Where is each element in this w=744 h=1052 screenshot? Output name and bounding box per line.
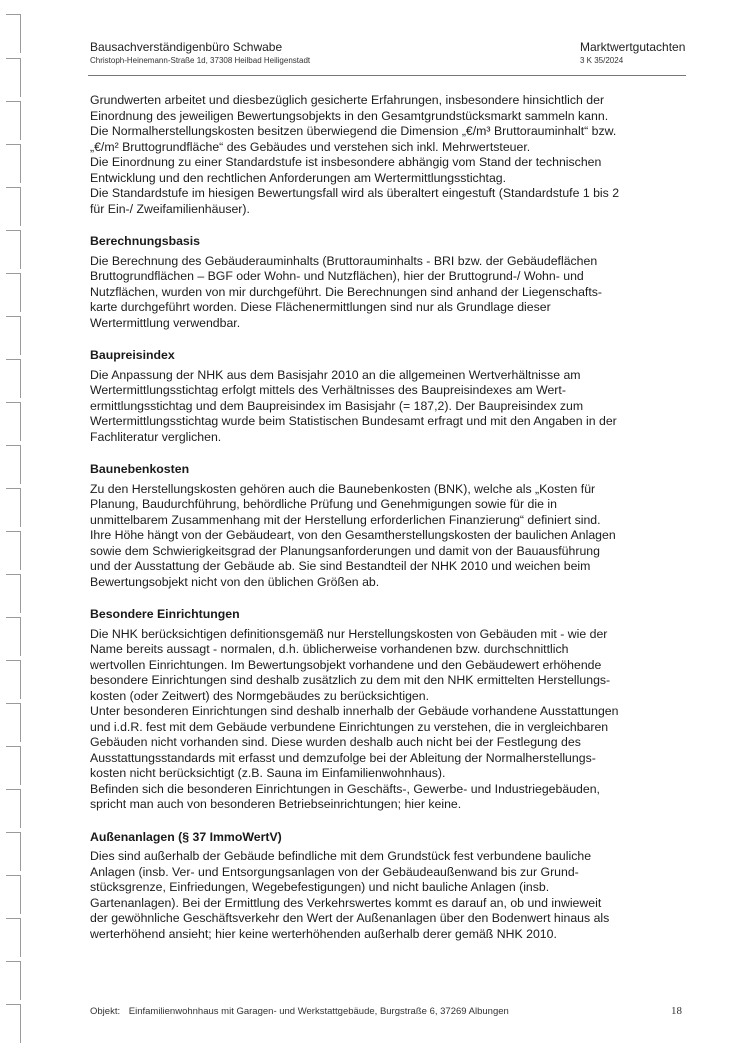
page-footer xyxy=(90,1006,686,1018)
text-line: Befinden sich die besonderen Einrichtungen in Geschäfts-, Gewerbe- und Industriegebäuden, xyxy=(90,781,600,796)
document-body xyxy=(90,93,690,942)
text-line: Grundwerten arbeitet und diesbezüglich gesicherte Erfahrungen, insbesondere hinsichtlich der xyxy=(90,93,605,107)
text-line: karte durchgeführt worden. Diese Flächenermittlungen sind nur als Grundlage dieser xyxy=(90,300,551,314)
office-name: Bausachverständigenbüro Schwabe xyxy=(90,40,283,54)
text-line: Wertermittlung verwendbar. xyxy=(90,315,241,330)
text-line: Ausstattungsstandards mit erfasst und demzufolge bei der Ableitung der Normalherstellungs- xyxy=(90,750,596,765)
text-line: für Ein-/ Zweifamilienhäuser). xyxy=(90,201,250,216)
text-line: Gartenanlagen). Bei der Ermittlung des Verkehrswertes kommt es darauf an, ob und inwieweit xyxy=(90,895,602,910)
header-divider xyxy=(88,75,686,76)
text-line: Die Standardstufe im hiesigen Bewertungsfall wird als überaltert eingestuft (Standardstufe 1 bis 2 xyxy=(90,186,620,200)
section-heading: Berechnungsbasis xyxy=(90,234,201,248)
text-line: und i.d.R. fest mit dem Gebäude verbundene Einrichtungen zu verstehen, die in vergleichbaren xyxy=(90,719,609,734)
section-berechnungsbasis xyxy=(90,234,690,331)
text-line: kosten nicht berücksichtigt (z.B. Sauna im Einfamilienwohnhaus). xyxy=(90,766,446,780)
section-paragraph xyxy=(90,368,690,446)
text-line: Name bereits aussagt - normalen, d.h. üblicherweise vorhandenen bzw. durchschnittlich xyxy=(90,642,569,656)
section-baunebenkosten xyxy=(90,462,690,590)
text-line: Anlagen (insb. Ver- und Entsorgungsanlagen von der Gebäudeaußenwand bis zur Grund- xyxy=(90,864,579,879)
text-line: besondere Einrichtungen sind deshalb zusätzlich zu dem mit den NHK ermittelten Herstellungs- xyxy=(90,673,611,687)
text-line: unmittelbarem Zusammenhang mit der Herstellung erforderlichen Finanzierung“ definiert sind. xyxy=(90,512,601,527)
text-line: wertvollen Einrichtungen. Im Bewertungsobjekt vorhandene und den Gebäudewert erhöhende xyxy=(90,657,602,672)
binder-margin-marks xyxy=(6,0,24,1052)
text-line: sowie dem Schwierigkeitsgrad der Planungsanforderungen und damit von der Bauausführung xyxy=(90,543,600,558)
section-baupreisindex xyxy=(90,348,690,445)
text-line: Ihre Höhe hängt von der Gebäudeart, von den Gesamtherstellungskosten der baulichen Anlagen xyxy=(90,528,616,542)
document-reference: 3 K 35/2024 xyxy=(580,56,624,65)
office-address: Christoph-Heinemann-Straße 1d, 37308 Heilbad Heiligenstadt xyxy=(90,56,311,65)
text-line: Nutzflächen, wurden von mir durchgeführt. Die Berechnungen sind anhand der Liegenschafts- xyxy=(90,284,602,299)
text-line: Wertermittlungsstichtag wurde beim Statistischen Bundesamt erfragt und mit den Angaben in der xyxy=(90,414,617,428)
footer-label: Objekt: xyxy=(90,1006,121,1017)
text-line: Wertermittlungsstichtag erfolgt mittels des Verhältnisses des Baupreisindexes am Wert- xyxy=(90,383,566,397)
text-line: Die Anpassung der NHK aus dem Basisjahr 2010 an die allgemeinen Wertverhältnisse am xyxy=(90,367,581,382)
section-paragraph xyxy=(90,482,690,591)
text-line: der gewöhnliche Geschäftsverkehr den Wert der Außenanlagen über den Bodenwert hinaus als xyxy=(90,911,610,925)
text-line: ermittlungsstichtag und dem Baupreisindex im Basisjahr (= 187,2). Der Baupreisindex zum xyxy=(90,398,584,413)
text-line: Die Einordnung zu einer Standardstufe ist insbesondere abhängig vom Stand der technischen xyxy=(90,155,602,169)
text-line: Unter besonderen Einrichtungen sind deshalb innerhalb der Gebäude vorhandene Ausstattungen xyxy=(90,704,619,718)
text-line: Die Normalherstellungskosten besitzen überwiegend die Dimension „€/m³ Bruttorauminhalt“ bzw. xyxy=(90,124,617,138)
text-line: Einordnung des jeweiligen Bewertungsobjekts in den Gesamtgrundstücksmarkt sammeln kann. xyxy=(90,108,609,123)
text-line: werterhöhend ansieht; hier keine werterhöhenden außerhalb derer gemäß NHK 2010. xyxy=(90,926,557,941)
footer-object: Einfamilienwohnhaus mit Garagen- und Werkstattgebäude, Burgstraße 6, 37269 Albungen xyxy=(128,1006,509,1017)
section-paragraph xyxy=(90,254,690,332)
text-line: Zu den Herstellungskosten gehören auch die Baunebenkosten (BNK), welche als „Kosten für xyxy=(90,481,596,496)
page-number: 18 xyxy=(671,1005,682,1017)
office-block xyxy=(90,40,310,66)
text-line: Bruttogrundflächen – BGF oder Wohn- und Nutzflächen), hier der Bruttogrund-/ Wohn- und xyxy=(90,269,584,283)
section-besondere-einrichtungen xyxy=(90,607,690,813)
section-heading: Besondere Einrichtungen xyxy=(90,607,240,621)
text-line: Dies sind außerhalb der Gebäude befindliche mit dem Grundstück fest verbundene bauliche xyxy=(90,849,592,863)
section-heading: Baunebenkosten xyxy=(90,462,190,476)
section-aussenanlagen xyxy=(90,830,690,943)
text-line: Bewertungsobjekt nicht von den üblichen Größen ab. xyxy=(90,574,380,589)
section-heading: Außenanlagen (§ 37 ImmoWertV) xyxy=(90,829,282,844)
section-paragraph xyxy=(90,849,690,942)
document-block xyxy=(580,40,686,66)
text-line: Die Berechnung des Gebäuderauminhalts (Bruttorauminhalts - BRI bzw. der Gebäudeflächen xyxy=(90,253,598,268)
text-line: und der Ausstattung der Gebäude ab. Sie sind Bestandteil der NHK 2010 und weichen beim xyxy=(90,559,591,573)
text-line: spricht man auch von besonderen Betriebseinrichtungen; hier keine. xyxy=(90,797,462,811)
document-title: Marktwertgutachten xyxy=(580,40,686,54)
section-paragraph xyxy=(90,627,690,813)
text-line: Entwicklung und den rechtlichen Anforderungen am Wertermittlungsstichtag. xyxy=(90,170,507,185)
intro-paragraph xyxy=(90,93,690,217)
text-line: Die NHK berücksichtigen definitionsgemäß nur Herstellungskosten von Gebäuden mit - wie der xyxy=(90,626,608,641)
text-line: kosten (oder Zeitwert) des Normgebäudes zu berücksichtigen. xyxy=(90,688,430,703)
text-line: stücksgrenze, Einfriedungen, Wegebefestigungen) und nicht bauliche Anlagen (insb. xyxy=(90,880,550,894)
text-line: Planung, Baudurchführung, behördliche Prüfung und Genehmigungen sowie für die in xyxy=(90,497,557,511)
section-heading: Baupreisindex xyxy=(90,348,175,362)
text-line: „€/m² Bruttogrundfläche“ des Gebäudes und verstehen sich inkl. Mehrwertsteuer. xyxy=(90,139,531,154)
text-line: Gebäuden nicht vorhanden sind. Diese wurden deshalb auch nicht bei der Festlegung des xyxy=(90,735,581,749)
text-line: Fachliteratur verglichen. xyxy=(90,429,222,444)
